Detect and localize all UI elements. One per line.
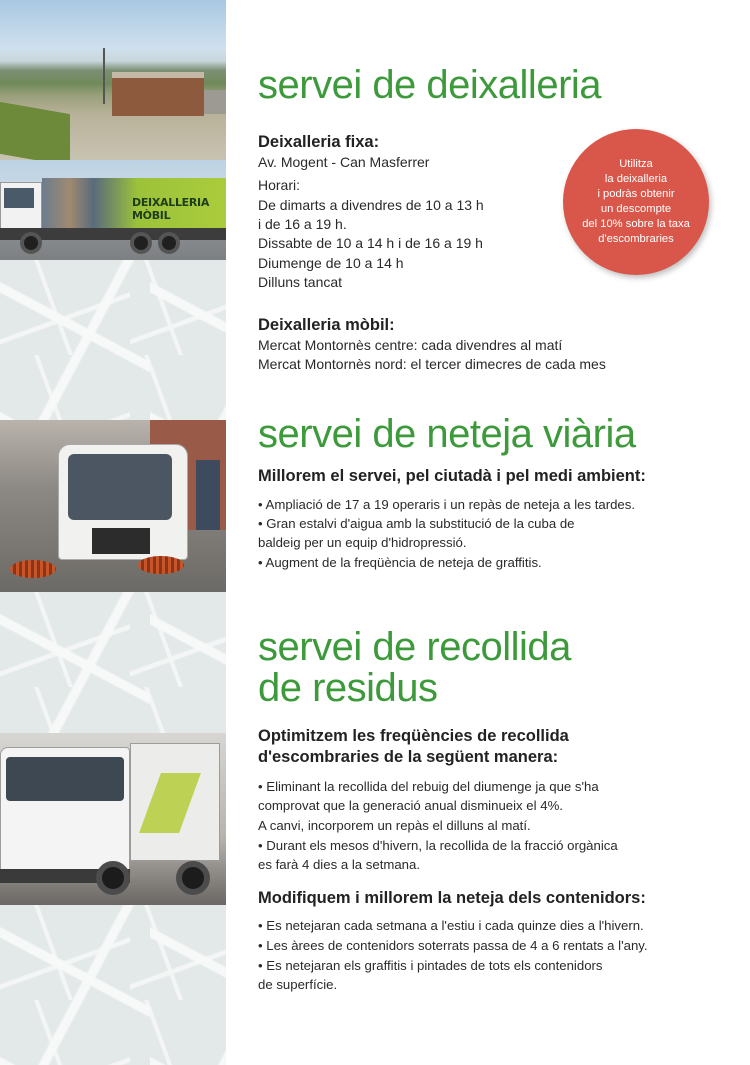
discount-badge xyxy=(563,129,709,275)
collection-subtitle-line2: d'escombraries de la següent manera: xyxy=(258,748,559,766)
street-map-background xyxy=(0,592,226,733)
bullet-item: A canvi, incorporem un repàs el dilluns al matí. xyxy=(258,818,531,833)
bullet-item: comprovat que la generació anual disminueix el 4%. xyxy=(258,798,563,813)
left-image-strip xyxy=(0,0,226,1065)
section-title-collection: servei de recollida xyxy=(258,625,571,669)
bullet-item: • Es netejaran els graffitis i pintades de tots els contenidors xyxy=(258,958,603,973)
bullet-item: • Augment de la freqüència de neteja de graffitis. xyxy=(258,555,542,570)
bullet-item: • Eliminant la recollida del rebuig del diumenge ja que s'ha xyxy=(258,779,599,794)
hours-label: Horari: xyxy=(258,177,301,193)
containers-subtitle: Modifiquem i millorem la neteja dels contenidors: xyxy=(258,889,646,907)
bullet-item: • Ampliació de 17 a 19 operaris i un repàs de neteja a les tardes. xyxy=(258,497,636,512)
bullet-item: de superfície. xyxy=(258,977,338,992)
badge-line: Utilitza xyxy=(619,158,653,170)
fixed-waste-point-address: Av. Mogent - Can Masferrer xyxy=(258,154,430,170)
hours-line: i de 16 a 19 h. xyxy=(258,216,347,232)
waste-point-building-photo xyxy=(0,0,226,160)
street-map-background xyxy=(0,260,226,420)
hours-line: Dissabte de 10 a 14 h i de 16 a 19 h xyxy=(258,235,483,251)
badge-line: d'escombraries xyxy=(598,233,674,245)
hours-line: De dimarts a divendres de 10 a 13 h xyxy=(258,197,484,213)
street-cleaning-subtitle: Millorem el servei, pel ciutadà i pel medi ambient: xyxy=(258,467,646,485)
badge-line: un descompte xyxy=(600,203,672,215)
garbage-truck-photo xyxy=(0,733,226,905)
hours-line: Dilluns tancat xyxy=(258,274,343,290)
truck-lettering: DEIXALLERIA MÒBIL xyxy=(132,196,210,222)
badge-line: i podràs obtenir xyxy=(597,188,675,200)
hours-line: Diumenge de 10 a 14 h xyxy=(258,255,404,271)
fixed-waste-point-heading: Deixalleria fixa: xyxy=(258,133,380,151)
mobile-waste-point-heading: Deixalleria mòbil: xyxy=(258,316,395,334)
section-title-waste-point: servei de deixalleria xyxy=(258,63,602,107)
section-title-street-cleaning: servei de neteja viària xyxy=(258,412,636,456)
section-title-collection-line2: de residus xyxy=(258,666,438,710)
badge-line: del 10% sobre la taxa xyxy=(582,218,690,230)
collection-subtitle: Optimitzem les freqüències de recollida xyxy=(258,727,569,745)
bullet-item: baldeig per un equip d'hidropressió. xyxy=(258,535,467,550)
mobile-waste-truck-photo xyxy=(0,160,226,260)
bullet-item: es farà 4 dies a la setmana. xyxy=(258,857,421,872)
bullet-item: • Es netejaran cada setmana a l'estiu i cada quinze dies a l'hivern. xyxy=(258,918,644,933)
street-sweeper-photo xyxy=(0,420,226,592)
mobile-schedule-line: Mercat Montornès centre: cada divendres al matí xyxy=(258,337,563,353)
bullet-item: • Gran estalvi d'aigua amb la substitució de la cuba de xyxy=(258,516,575,531)
badge-line: la deixalleria xyxy=(604,173,668,185)
bullet-item: • Durant els mesos d'hivern, la recollida de la fracció orgànica xyxy=(258,838,618,853)
bullet-item: • Les àrees de contenidors soterrats passa de 4 a 6 rentats a l'any. xyxy=(258,938,648,953)
mobile-schedule-line: Mercat Montornès nord: el tercer dimecres de cada mes xyxy=(258,356,606,372)
street-map-background xyxy=(0,905,226,1065)
